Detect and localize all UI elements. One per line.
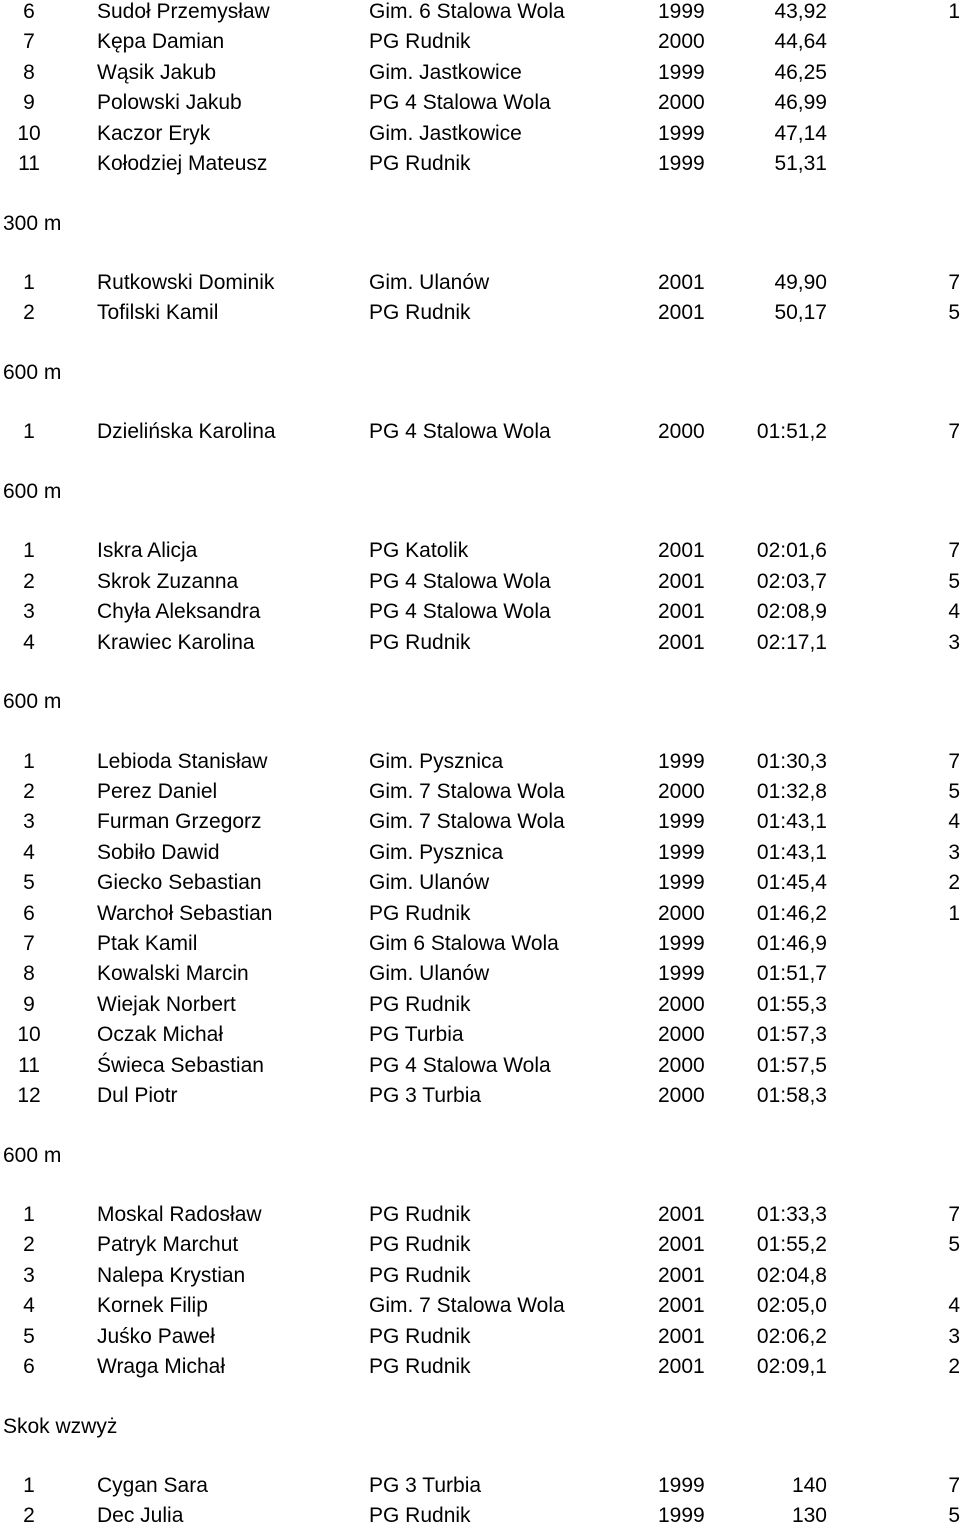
- birth-year-cell: 1999: [658, 840, 705, 864]
- result-cell: 01:46,9: [756, 932, 827, 955]
- school-cell: PG Rudnik: [369, 992, 471, 1016]
- school-cell: PG 4 Stalowa Wola: [369, 600, 551, 624]
- result-cell: 140: [791, 1474, 827, 1497]
- athlete-name-cell: Perez Daniel: [97, 780, 218, 803]
- result-row: [0, 1502, 960, 1530]
- result-row: [0, 1472, 960, 1500]
- birth-year-cell: 1999: [658, 0, 705, 23]
- school-cell: Gim 6 Stalowa Wola: [369, 932, 559, 955]
- school-cell: PG Rudnik: [369, 1203, 471, 1226]
- athlete-name-cell: Juśko Paweł: [97, 1324, 215, 1348]
- points-cell: 7: [948, 1203, 960, 1226]
- athlete-name-cell: Furman Grzegorz: [97, 810, 262, 834]
- birth-year-cell: 2000: [658, 91, 705, 115]
- points-cell: 3: [948, 630, 960, 654]
- place-cell: 9: [23, 992, 35, 1016]
- school-cell: PG 4 Stalowa Wola: [369, 1053, 551, 1077]
- birth-year-cell: 1999: [658, 962, 705, 986]
- athlete-name-cell: Cygan Sara: [97, 1474, 208, 1497]
- result-row: [0, 598, 960, 626]
- school-cell: Gim. 6 Stalowa Wola: [369, 0, 565, 23]
- result-row: [0, 960, 960, 988]
- athlete-name-cell: Wąsik Jakub: [97, 60, 217, 84]
- birth-year-cell: 1999: [658, 1474, 705, 1497]
- place-cell: 2: [23, 1504, 35, 1528]
- result-row: [0, 869, 960, 897]
- place-cell: 8: [23, 962, 35, 986]
- result-cell: 02:01,6: [756, 539, 827, 563]
- result-cell: 130: [791, 1504, 827, 1528]
- place-cell: 4: [23, 840, 35, 864]
- birth-year-cell: 1999: [658, 871, 705, 895]
- result-cell: 01:32,8: [756, 780, 827, 803]
- birth-year-cell: 2000: [658, 1084, 705, 1107]
- section-heading: 600 m: [3, 690, 62, 714]
- birth-year-cell: 2001: [658, 1355, 705, 1378]
- place-cell: 8: [23, 60, 35, 84]
- school-cell: PG Rudnik: [369, 901, 471, 925]
- school-cell: PG 4 Stalowa Wola: [369, 420, 551, 444]
- result-cell: 01:45,4: [756, 871, 827, 895]
- place-cell: 1: [23, 1474, 35, 1497]
- place-cell: 7: [23, 30, 35, 54]
- place-cell: 10: [17, 1023, 41, 1047]
- points-cell: 2: [948, 871, 960, 895]
- result-row: [0, 568, 960, 596]
- athlete-name-cell: Rutkowski Dominik: [97, 271, 275, 294]
- school-cell: Gim. Pysznica: [369, 840, 504, 864]
- result-cell: 02:04,8: [756, 1263, 827, 1287]
- place-cell: 11: [18, 1053, 40, 1077]
- school-cell: PG Rudnik: [369, 30, 471, 54]
- result-row: [0, 1052, 960, 1080]
- points-cell: 5: [948, 301, 960, 325]
- school-cell: PG 4 Stalowa Wola: [369, 569, 551, 593]
- result-row: [0, 269, 960, 297]
- result-row: [0, 1353, 960, 1381]
- school-cell: PG 4 Stalowa Wola: [369, 91, 551, 115]
- points-cell: 4: [948, 600, 960, 624]
- school-cell: PG Rudnik: [369, 1355, 471, 1378]
- athlete-name-cell: Sobiło Dawid: [97, 840, 220, 864]
- points-cell: 7: [948, 420, 960, 444]
- athlete-name-cell: Świeca Sebastian: [97, 1053, 264, 1077]
- result-row: [0, 1201, 960, 1229]
- points-cell: 5: [948, 1233, 960, 1257]
- place-cell: 1: [23, 271, 35, 294]
- result-cell: 01:46,2: [756, 901, 827, 925]
- place-cell: 4: [23, 630, 35, 654]
- result-cell: 50,17: [774, 301, 827, 325]
- result-row: [0, 59, 960, 87]
- athlete-name-cell: Dzielińska Karolina: [97, 420, 276, 444]
- result-cell: 02:03,7: [756, 569, 827, 593]
- birth-year-cell: 2001: [658, 301, 705, 325]
- result-cell: 49,90: [774, 271, 827, 294]
- place-cell: 2: [23, 301, 35, 325]
- result-cell: 01:57,5: [756, 1053, 827, 1077]
- points-cell: 5: [948, 1504, 960, 1528]
- place-cell: 6: [23, 0, 35, 23]
- result-cell: 01:30,3: [756, 749, 827, 773]
- place-cell: 12: [17, 1084, 41, 1107]
- result-cell: 01:57,3: [756, 1023, 827, 1047]
- birth-year-cell: 1999: [658, 152, 705, 175]
- section-heading: 600 m: [3, 1143, 62, 1167]
- result-cell: 02:09,1: [756, 1355, 827, 1378]
- result-cell: 01:55,2: [756, 1233, 827, 1257]
- athlete-name-cell: Lebioda Stanisław: [97, 749, 268, 773]
- athlete-name-cell: Sudoł Przemysław: [97, 0, 270, 23]
- section-heading: 300 m: [3, 211, 62, 235]
- school-cell: Gim. Ulanów: [369, 271, 490, 294]
- birth-year-cell: 2001: [658, 271, 705, 294]
- result-row: [0, 89, 960, 117]
- place-cell: 4: [23, 1294, 35, 1318]
- school-cell: Gim. Pysznica: [369, 749, 504, 773]
- result-row: [0, 1262, 960, 1290]
- points-cell: 2: [948, 1355, 960, 1378]
- school-cell: Gim. Ulanów: [369, 962, 490, 986]
- points-cell: 7: [948, 271, 960, 294]
- birth-year-cell: 2000: [658, 901, 705, 925]
- place-cell: 11: [18, 152, 40, 175]
- result-row: [0, 537, 960, 565]
- birth-year-cell: 2001: [658, 1324, 705, 1348]
- athlete-name-cell: Wraga Michał: [97, 1355, 225, 1378]
- school-cell: PG Rudnik: [369, 1324, 471, 1348]
- result-cell: 01:55,3: [756, 992, 827, 1016]
- points-cell: 7: [948, 539, 960, 563]
- points-cell: 1: [948, 0, 960, 23]
- athlete-name-cell: Oczak Michał: [97, 1023, 224, 1047]
- result-cell: 46,99: [774, 91, 827, 115]
- result-cell: 01:33,3: [756, 1203, 827, 1226]
- place-cell: 3: [23, 810, 35, 834]
- result-cell: 44,64: [774, 30, 827, 54]
- result-cell: 02:05,0: [756, 1294, 827, 1318]
- school-cell: PG Rudnik: [369, 1233, 471, 1257]
- result-row: [0, 930, 960, 958]
- birth-year-cell: 1999: [658, 810, 705, 834]
- school-cell: PG Rudnik: [369, 1504, 471, 1528]
- points-cell: 1: [948, 901, 960, 925]
- result-row: [0, 629, 960, 657]
- result-cell: 01:51,7: [756, 962, 827, 986]
- athlete-name-cell: Moskal Radosław: [97, 1203, 262, 1226]
- school-cell: PG Katolik: [369, 539, 469, 563]
- points-cell: 4: [948, 810, 960, 834]
- school-cell: PG Rudnik: [369, 1263, 471, 1287]
- birth-year-cell: 2001: [658, 1263, 705, 1287]
- athlete-name-cell: Dul Piotr: [97, 1084, 178, 1107]
- athlete-name-cell: Giecko Sebastian: [97, 871, 262, 895]
- athlete-name-cell: Kaczor Eryk: [97, 121, 211, 145]
- athlete-name-cell: Wiejak Norbert: [97, 992, 236, 1016]
- birth-year-cell: 2000: [658, 992, 705, 1016]
- birth-year-cell: 1999: [658, 121, 705, 145]
- result-row: [0, 778, 960, 806]
- birth-year-cell: 2001: [658, 1294, 705, 1318]
- birth-year-cell: 2001: [658, 1203, 705, 1226]
- school-cell: PG Turbia: [369, 1023, 464, 1047]
- result-row: [0, 1231, 960, 1259]
- school-cell: Gim. Jastkowice: [369, 121, 522, 145]
- birth-year-cell: 2001: [658, 539, 705, 563]
- result-cell: 01:58,3: [756, 1084, 827, 1107]
- result-row: [0, 1292, 960, 1320]
- result-cell: 51,31: [774, 152, 827, 175]
- points-cell: 5: [948, 569, 960, 593]
- school-cell: Gim. Ulanów: [369, 871, 490, 895]
- athlete-name-cell: Patryk Marchut: [97, 1233, 239, 1257]
- result-row: [0, 299, 960, 327]
- points-cell: 4: [948, 1294, 960, 1318]
- result-row: [0, 839, 960, 867]
- place-cell: 5: [23, 871, 35, 895]
- result-row: [0, 991, 960, 1019]
- place-cell: 2: [23, 780, 35, 803]
- athlete-name-cell: Ptak Kamil: [97, 932, 198, 955]
- points-cell: 3: [948, 1324, 960, 1348]
- birth-year-cell: 2001: [658, 630, 705, 654]
- points-cell: 7: [948, 749, 960, 773]
- athlete-name-cell: Iskra Alicja: [97, 539, 198, 563]
- result-row: [0, 1021, 960, 1049]
- result-cell: 43,92: [774, 0, 827, 23]
- birth-year-cell: 2000: [658, 420, 705, 444]
- school-cell: Gim. 7 Stalowa Wola: [369, 780, 565, 803]
- school-cell: PG Rudnik: [369, 630, 471, 654]
- place-cell: 2: [23, 569, 35, 593]
- birth-year-cell: 2001: [658, 600, 705, 624]
- birth-year-cell: 2001: [658, 1233, 705, 1257]
- place-cell: 6: [23, 1355, 35, 1378]
- athlete-name-cell: Polowski Jakub: [97, 91, 242, 115]
- athlete-name-cell: Tofilski Kamil: [97, 301, 219, 325]
- school-cell: Gim. Jastkowice: [369, 60, 522, 84]
- result-cell: 02:06,2: [756, 1324, 827, 1348]
- result-cell: 02:17,1: [756, 630, 827, 654]
- athlete-name-cell: Nalepa Krystian: [97, 1263, 246, 1287]
- birth-year-cell: 1999: [658, 749, 705, 773]
- athlete-name-cell: Krawiec Karolina: [97, 630, 255, 654]
- birth-year-cell: 2000: [658, 1053, 705, 1077]
- place-cell: 1: [23, 749, 35, 773]
- place-cell: 3: [23, 600, 35, 624]
- result-row: [0, 900, 960, 928]
- result-cell: 01:51,2: [756, 420, 827, 444]
- result-row: [0, 120, 960, 148]
- place-cell: 7: [23, 932, 35, 955]
- result-row: [0, 418, 960, 446]
- birth-year-cell: 2001: [658, 569, 705, 593]
- result-row: [0, 1323, 960, 1351]
- athlete-name-cell: Kępa Damian: [97, 30, 225, 54]
- place-cell: 6: [23, 901, 35, 925]
- school-cell: PG Rudnik: [369, 152, 471, 175]
- result-row: [0, 0, 960, 26]
- birth-year-cell: 1999: [658, 60, 705, 84]
- result-row: [0, 1082, 960, 1110]
- points-cell: 5: [948, 780, 960, 803]
- result-cell: 01:43,1: [756, 810, 827, 834]
- result-row: [0, 748, 960, 776]
- athlete-name-cell: Warchoł Sebastian: [97, 901, 273, 925]
- section-heading: 600 m: [3, 479, 62, 503]
- section-heading: Skok wzwyż: [3, 1414, 118, 1438]
- birth-year-cell: 1999: [658, 932, 705, 955]
- school-cell: Gim. 7 Stalowa Wola: [369, 1294, 565, 1318]
- result-cell: 47,14: [774, 121, 827, 145]
- result-row: [0, 808, 960, 836]
- birth-year-cell: 1999: [658, 1504, 705, 1528]
- birth-year-cell: 2000: [658, 780, 705, 803]
- athlete-name-cell: Skrok Zuzanna: [97, 569, 239, 593]
- athlete-name-cell: Kornek Filip: [97, 1294, 208, 1318]
- result-cell: 02:08,9: [756, 600, 827, 624]
- place-cell: 1: [23, 420, 35, 444]
- place-cell: 5: [23, 1324, 35, 1348]
- school-cell: PG 3 Turbia: [369, 1084, 482, 1107]
- school-cell: PG 3 Turbia: [369, 1474, 482, 1497]
- school-cell: PG Rudnik: [369, 301, 471, 325]
- section-heading: 600 m: [3, 360, 62, 384]
- place-cell: 1: [23, 1203, 35, 1226]
- athlete-name-cell: Kowalski Marcin: [97, 962, 249, 986]
- birth-year-cell: 2000: [658, 1023, 705, 1047]
- points-cell: 7: [948, 1474, 960, 1497]
- athlete-name-cell: Kołodziej Mateusz: [97, 152, 268, 175]
- result-cell: 01:43,1: [756, 840, 827, 864]
- points-cell: 3: [948, 840, 960, 864]
- birth-year-cell: 2000: [658, 30, 705, 54]
- place-cell: 2: [23, 1233, 35, 1257]
- place-cell: 3: [23, 1263, 35, 1287]
- result-row: [0, 28, 960, 56]
- school-cell: Gim. 7 Stalowa Wola: [369, 810, 565, 834]
- place-cell: 9: [23, 91, 35, 115]
- place-cell: 1: [23, 539, 35, 563]
- result-row: [0, 150, 960, 178]
- result-cell: 46,25: [774, 60, 827, 84]
- athlete-name-cell: Dec Julia: [97, 1504, 184, 1528]
- place-cell: 10: [17, 121, 41, 145]
- athlete-name-cell: Chyła Aleksandra: [97, 600, 261, 624]
